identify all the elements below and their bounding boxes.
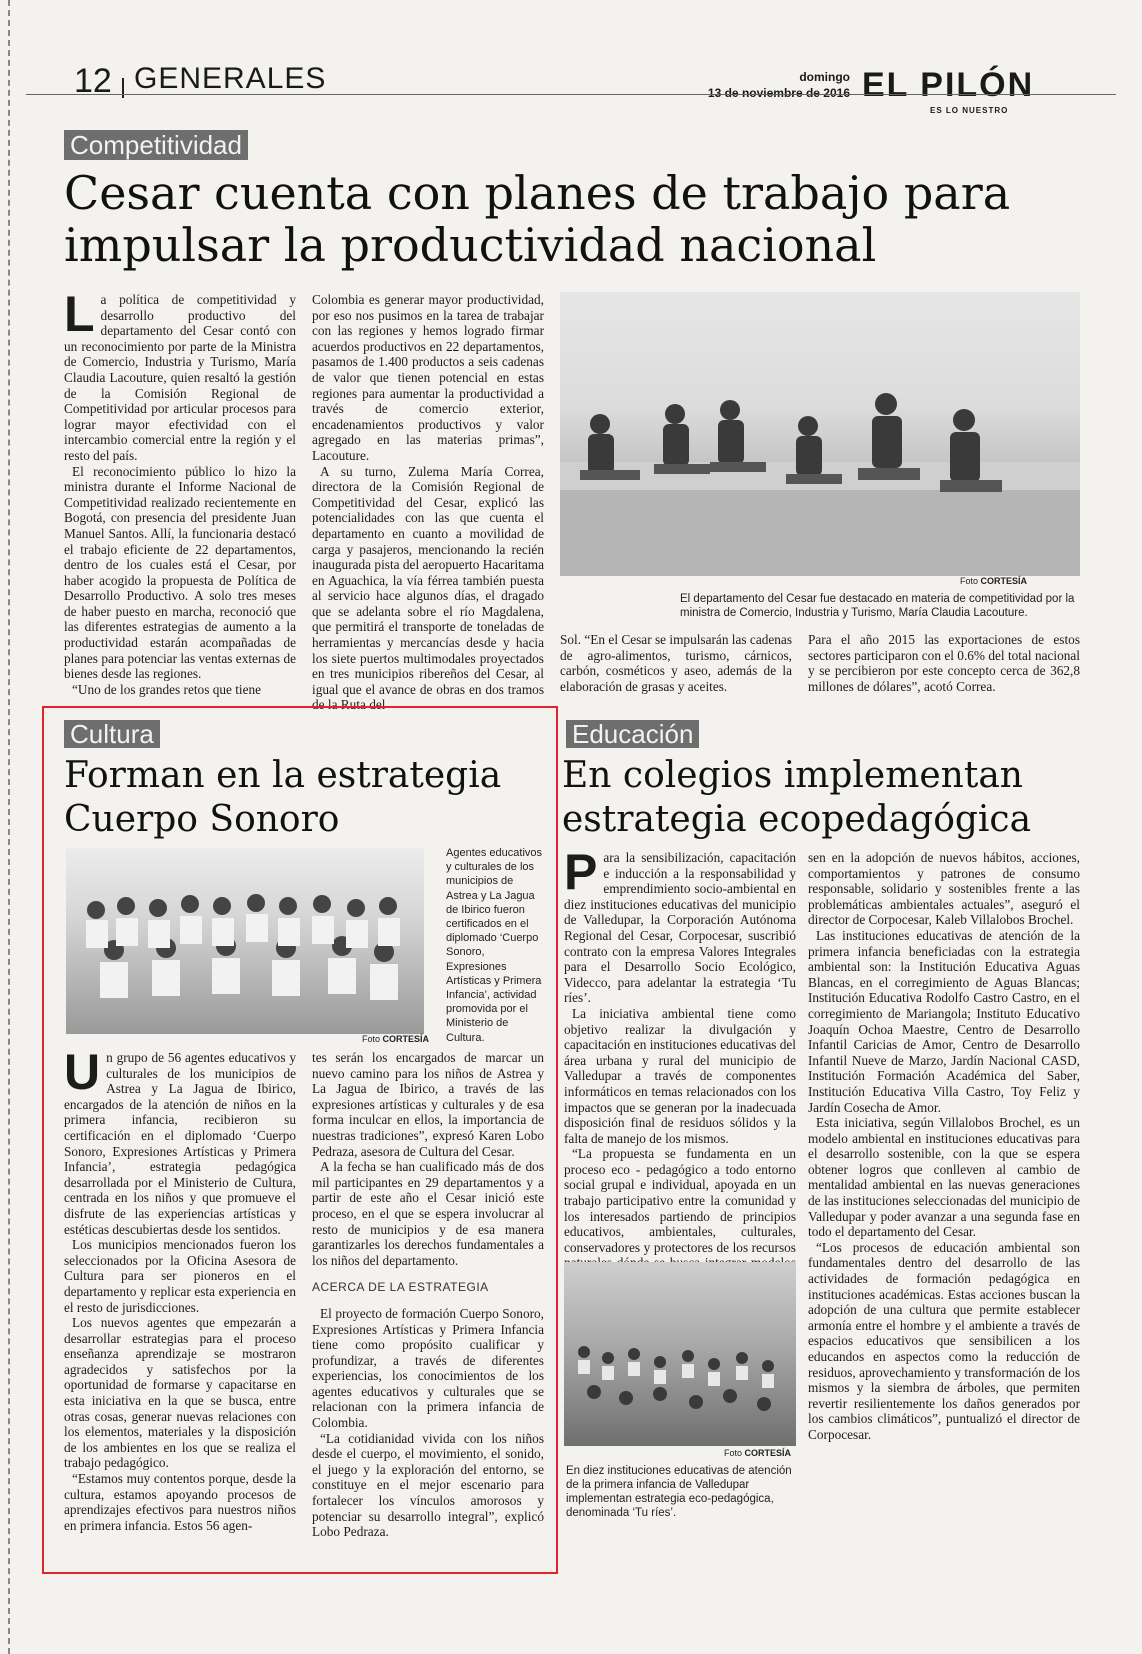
newspaper-logo: EL PILÓN [862, 66, 1035, 104]
paragraph: La iniciativa ambiental tiene como objetivo realizar la divulgación y capacitación en instituciones educativas del área urbana y rural del municipio de Valledupar a través de componentes informáticos en temas relacionados con los impactos que se generan por la inadecuada disposición final de residuos sólidos y la falta de manejo de los mismos. [564, 1005, 796, 1146]
paragraph: “La cotidianidad vivida con los niños desde el cuerpo, el movimiento, el sonido, el juego y la exploración del entorno, se constituye en el mejor escenario para fortalecer los vínculos amorosos y potenciar su desarrollo integral”, explicó Lobo Pedraza. [312, 1430, 544, 1540]
paragraph: Sol. “En el Cesar se impulsarán las cadenas de agro-alimentos, turismo, cárnicos, carbón, cosméticos y aseo, además de la elaboración de grasas y aceites. [560, 632, 792, 694]
group-photo [66, 848, 424, 1034]
top-article-column-3 [560, 632, 792, 694]
dropcap: P [564, 844, 598, 900]
paragraph: ara la sensibilización, capacitación e inducción a la responsabilidad y emprendimiento socio-ambiental en diez instituciones educativas del municipio de Valledupar, la Corporación Autónoma Regional del Cesar, Corpocesar, suscribió contrato con la empresa Valores Integrales para el Desarrollo Socio Ecológico, Videcco, para adelantar la estrategia ‘Tu ríes’. [564, 850, 796, 1006]
dropcap: L [64, 286, 95, 342]
paragraph: “Uno de los grandes retos que tiene [72, 681, 262, 697]
headline-top: Cesar cuenta con planes de trabajo para impulsar la productividad nacional [64, 166, 1011, 272]
photo-credit-label: Foto [362, 1034, 381, 1044]
conference-photo [560, 292, 1080, 576]
panelists-illustration [560, 292, 1080, 576]
subhead: ACERCA DE LA ESTRATEGIA [312, 1280, 489, 1295]
photo-caption: Agentes educativos y culturales de los municipios de Astrea y La Jagua de Ibirico fueron certificados en el diplomado ‘Cuerpo Sonoro, Expresiones Artísticas y Primera Infancia’, actividad promovida por el Ministerio de Cultura. [446, 847, 543, 1044]
scan-edge-divider [8, 0, 10, 1654]
paragraph: A la fecha se han cualificado más de dos mil participantes en 29 departamentos y a partir de este año el Cesar inició este proceso, en el que se espera involucrar al resto de municipios y de esa manera garantizarles los derechos fundamentales a los niños del departamento. [312, 1159, 544, 1268]
photo-credit-name: CORTESÍA [744, 1448, 792, 1458]
cultura-column-1 [64, 1044, 296, 1533]
section-name: GENERALES [134, 62, 327, 95]
paragraph: Para el año 2015 las exportaciones de estos sectores participaron con el 0.6% del total nacional y se percibieron por este concepto cerca de 362,8 millones de dólares”, acotó Correa. [808, 632, 1080, 694]
paragraph: Los nuevos agentes que empezarán a desarrollar estrategias para el proceso enseñanza aprendizaje se mostraron agradecidos y satisfechos por la oportunidad de formarse y capacitarse en esta iniciativa en la que se busca, entre otras cosas, generar nuevas relaciones con los elementos, materiales y la disposición de los ambientes en los que se realiza el trabajo pedagógico. [64, 1315, 296, 1471]
paragraph: Los municipios mencionados fueron los seleccionados por la Oficina Asesora de Cultura para ser pioneros en el departamento y replicar esta experiencia en el resto de jurisdicciones. [64, 1237, 296, 1315]
photo-credit-name: CORTESÍA [980, 576, 1028, 586]
dropcap: U [64, 1044, 101, 1100]
top-article-column-1 [64, 286, 296, 697]
photo-caption: El departamento del Cesar fue destacado en materia de competitividad por la ministra de Comercio, Industria y Turismo, María Claudia Lacouture. [680, 593, 1075, 619]
masthead-rule [26, 94, 1116, 95]
paragraph: “Los procesos de educación ambiental son fundamentales dentro del desarrollo de las actividades de formación pedagógica en instituciones académicas. Estas acciones buscan la adopción de una cultura que permite establecer armonía entre el hombre y el ambiente a través de espacios educativos que sensibilicen a los educandos en aspectos como la reducción de residuos, aprovechamiento y transformación de los mismos y la siembra de árboles, que permiten revertir resilientemente los daños generados por los cambios climáticos”, puntualizó el director de Corpocesar. [808, 1239, 1080, 1442]
photo-credit-name: CORTESÍA [382, 1034, 430, 1044]
photo-credit-label: Foto [724, 1448, 743, 1458]
newspaper-slogan: ES LO NUESTRO [930, 106, 1009, 115]
paragraph: El proyecto de formación Cuerpo Sonoro, Expresiones Artísticas y Primera Infancia tiene como propósito cualificar y profundizar, a través de diferentes experiencias, los conocimientos de los agentes educativos y culturales que se relacionan con la primera infancia de Colombia. [312, 1305, 544, 1431]
paragraph: “Estamos muy contentos porque, desde la cultura, estamos apoyando procesos de aprendizajes efectivos para nuestros niños en primera infancia. Estos 56 agen- [64, 1471, 296, 1533]
paragraph: sen en la adopción de nuevos hábitos, acciones, comportamientos y patrones de consumo responsable, solidario y sostenibles frente a las problemáticas ambientales actuales”, aseguró el director de Corpocesar, Kaleb Villalobos Brochel. [808, 850, 1080, 928]
paragraph: a política de competitividad y desarrollo productivo del departamento del Cesar contó con un reconocimiento por parte de la Ministra de Comercio, Industria y Turismo, María Claudia Lacouture, quien resaltó la gestión de la Comisión Regional de Competitividad por articular procesos para lograr mayor efectividad con el intercambio comercial entre la región y el resto del país. [64, 292, 296, 463]
issue-date: 13 de noviembre de 2016 [707, 86, 850, 100]
students-illustration [564, 1262, 796, 1446]
issue-day: domingo [799, 70, 850, 84]
paragraph: El reconocimiento público lo hizo la ministra durante el Informe Nacional de Competitividad realizado recientemente en Bogotá, con presencia del presidente Juan Manuel Santos. Allí, la funcionaria destacó el trabajo eficiente de 22 departamentos, dentro de los cuales está el Cesar, por haber acogido la propuesta de Política de Desarrollo Productivo. A solo tres meses de haber puesto en marcha, reconoció que las diferentes estrategias de aumento a la productividad estarán acompañadas de planes para potenciar las ventas externas de bienes desde las regiones. [64, 463, 296, 682]
kicker-competitividad: Competitividad [64, 130, 248, 160]
page-number: 12 [74, 62, 112, 100]
headline-cultura: Forman en la estrategia Cuerpo Sonoro [64, 755, 502, 840]
photo-credit-label: Foto [960, 576, 979, 586]
photo-credit [960, 576, 1027, 586]
group-illustration [66, 848, 424, 1034]
educacion-column-2 [808, 850, 1080, 1443]
classroom-photo [564, 1262, 796, 1446]
paragraph: A su turno, Zulema María Correa, directora de la Comisión Regional de Competitividad del Cesar, explicó las potencialidades con las que cuenta el departamento en cuanto a movilidad de carga y pasajeros, mencionando la recién inaugurada pista del aeropuerto Hacaritama en Aguachica, la vía férrea también puesta al servicio hace algunos días, el dragado que se adelanta sobre el río Magdalena, que permitirá el transporte de toneladas de herramientas y mercancías desde y hacia los siete puertos multimodales proyectados en tres municipios ribereños del Cesar, al igual que el avance de obras en dos tramos de la Ruta del [312, 463, 544, 713]
paragraph: Colombia es generar mayor productividad, por eso nos pusimos en la tarea de trabajar con las regiones y hemos logrado firmar acuerdos productivos en 22 departamentos, pasamos de 1.400 productos a seis cadenas de valor que tienen potencial en estas regiones para aumentar la productividad a través de comercio exterior, encadenamientos productivos y valor agregado en las materias primas”, Lacouture. [312, 292, 544, 463]
page-number-separator [122, 78, 124, 98]
top-article-column-2 [312, 292, 544, 713]
headline-educacion: En colegios implementan estrategia ecopedagógica [562, 755, 1032, 840]
photo-credit [724, 1448, 791, 1458]
paragraph: Esta iniciativa, según Villalobos Brochel, es un modelo ambiental en instituciones educativas para el desarrollo sostenible, con la que se espera obtener logros que conlleven al cambio de mentalidad ambiental en las nuevas generaciones de las instituciones seleccionadas del municipio de Valledupar y poder avanzar a una segunda fase en todo el departamento del Cesar. [808, 1115, 1080, 1240]
kicker-educacion: Educación [566, 720, 699, 748]
paragraph: “La propuesta se fundamenta en un proceso eco - pedagógico a todo entorno social grupal e individual, apoyada en un trabajo participativo entre la comunidad y los interesados partiendo de principios educativos, ambientales, culturales, conservadores y protectores de los recursos [564, 1146, 796, 1255]
photo-caption: En diez instituciones educativas de atención de la primera infancia de Valledupar implementan estrategia eco-pedagógica, denominada ‘Tu ríes’. [566, 1465, 792, 1519]
cultura-column-2 [312, 1050, 544, 1540]
paragraph: Las instituciones educativas de atención de la primera infancia beneficiadas con la estrategia ambiental son: la Institución Educativa Aguas Blancas, en el corregimiento de Aguas Blancas; Institución Educativa Rodolfo Castro Castro, en el corregimiento de Mariangola; Instituto Educativo Joaquín Ochoa Maestre, Centro de Desarrollo Infantil Caricias de Amor, Centro de Desarrollo Infantil Nueve de Marzo, Jardín Nacional CASD, Institución Formación Académica del Saber, Institución Educativa Villa Castro, Toy Feliz y Jardín Cosecha de Amor. [808, 927, 1080, 1115]
photo-credit [362, 1034, 429, 1044]
paragraph: n grupo de 56 agentes educativos y culturales de los municipios de Astrea y La Jagua de Ibirico, encargados de la atención de niños en la primera infancia, recibieron su certificación en el diplomado ‘Cuerpo Sonoro, Expresiones Artísticas y Primera Infancia’, estrategia pedagógica desarrollada por el Ministerio de Cultura, centrada en los niños y que promueve el disfrute de las experiencias artísticas y estéticas descubiertas desde los sentidos. [64, 1050, 296, 1237]
educacion-column-1 [564, 844, 796, 1287]
kicker-cultura: Cultura [64, 720, 160, 748]
top-article-column-4 [808, 632, 1080, 694]
paragraph: tes serán los encargados de marcar un nuevo camino para los niños de Astrea y La Jagua de Ibirico, a través de las expresiones artísticas y culturales y de esa forma inculcar en ellos, la importancia de nuestras tradiciones”, expresó Karen Lobo Pedraza, asesora de Cultura del Cesar. [312, 1050, 544, 1159]
